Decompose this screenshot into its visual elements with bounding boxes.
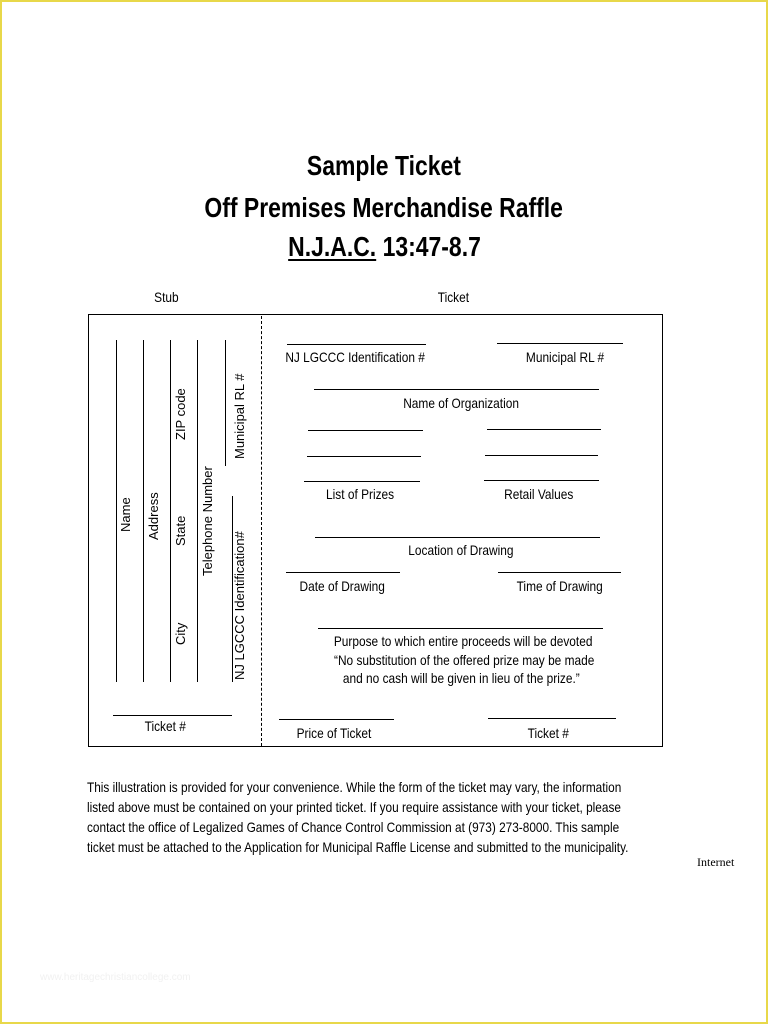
location-line [315, 537, 600, 538]
stub-ticket-number-label: Ticket # [144, 718, 187, 734]
prize-line-2 [307, 456, 421, 457]
regulation-number: 13:47-8.7 [375, 231, 481, 262]
title-sample-ticket: Sample Ticket [306, 150, 461, 181]
ticket-heading: Ticket [437, 289, 469, 305]
retail-value-line-2 [485, 455, 598, 456]
organization-label: Name of Organization [403, 395, 519, 411]
stub-label-telephone: Telephone Number [200, 466, 215, 576]
location-label: Location of Drawing [408, 542, 514, 558]
stub-label-zip: ZIP code [173, 388, 188, 440]
date-line [286, 572, 400, 573]
stub-label-address: Address [146, 492, 161, 540]
price-line [279, 719, 394, 720]
note-line-2: listed above must be contained on your printed ticket. If you require assistance with your ticket, please [87, 799, 621, 815]
note-line-4: ticket must be attached to the Application for Municipal Raffle License and submitted to the municipality. [87, 839, 629, 855]
time-label: Time of Drawing [516, 578, 604, 594]
retail-values-label: Retail Values [504, 486, 574, 502]
nj-lgccc-id-line [287, 344, 426, 345]
ticket-number-line [488, 718, 616, 719]
prizes-label: List of Prizes [325, 486, 395, 502]
stub-label-name: Name [118, 497, 133, 532]
price-label: Price of Ticket [296, 725, 372, 741]
explanatory-note [87, 777, 677, 857]
municipal-rl-label: Municipal RL # [525, 349, 605, 365]
disclaimer-line-1: “No substitution of the offered prize may be made [333, 652, 595, 668]
stub-line-name [116, 340, 117, 682]
purpose-line [318, 628, 603, 629]
stub-line-municipal-rl [225, 340, 226, 466]
regulation-code: N.J.A.C. [287, 231, 376, 262]
date-label: Date of Drawing [299, 578, 385, 594]
watermark: www.heritagechristiancollege.com [40, 972, 191, 983]
stub-line-telephone [197, 340, 198, 682]
internet-tag: Internet [697, 855, 735, 869]
stub-label-nj-lgccc: NJ LGCCC Identification# [232, 531, 247, 680]
note-line-1: This illustration is provided for your convenience. While the form of the ticket may vary, the information [87, 779, 622, 795]
title-raffle-type: Off Premises Merchandise Raffle [204, 192, 564, 223]
purpose-label: Purpose to which entire proceeds will be devoted [333, 633, 593, 649]
stub-label-city: City [173, 622, 188, 645]
title-regulation [0, 231, 768, 263]
stub-line-address [143, 340, 144, 682]
organization-line [314, 389, 599, 390]
municipal-rl-line [497, 343, 623, 344]
stub-heading: Stub [153, 289, 179, 305]
prize-line-1 [308, 430, 423, 431]
perforation-line [261, 316, 262, 746]
note-line-3: contact the office of Legalized Games of Chance Control Commission at (973) 273-8000. This sample [87, 819, 620, 835]
retail-value-line-1 [487, 429, 601, 430]
stub-line-city-state [170, 340, 171, 682]
stub-label-state: State [173, 515, 188, 546]
stub-label-municipal-rl: Municipal RL # [232, 373, 247, 459]
time-line [498, 572, 621, 573]
ticket-number-label: Ticket # [527, 725, 569, 741]
prize-line-3 [304, 481, 420, 482]
disclaimer-line-2: and no cash will be given in lieu of the prize.” [342, 670, 580, 686]
retail-value-line-3 [484, 480, 599, 481]
stub-ticket-number-line [113, 715, 232, 716]
nj-lgccc-id-label: NJ LGCCC Identification # [285, 349, 425, 365]
